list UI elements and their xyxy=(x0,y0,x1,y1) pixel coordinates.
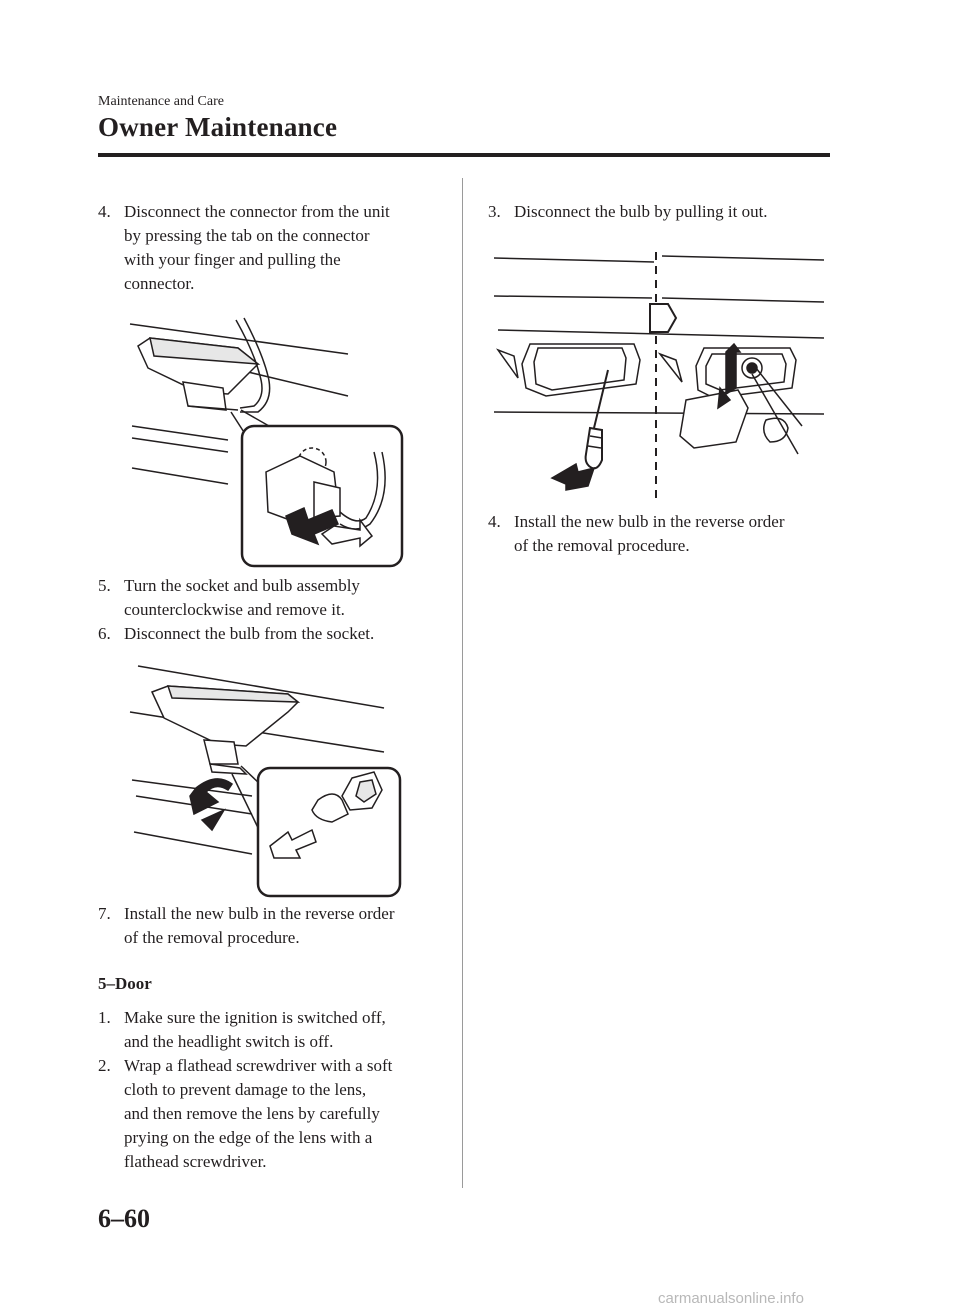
step-6-disconnect-bulb xyxy=(98,622,448,646)
step-number: 2. xyxy=(98,1056,111,1075)
page-number: 6–60 xyxy=(98,1204,150,1233)
step-number: 5. xyxy=(98,576,111,595)
step-number: 4. xyxy=(488,512,501,531)
step-line: counterclockwise and remove it. xyxy=(124,600,345,619)
step-line: and then remove the lens by carefully xyxy=(124,1104,380,1123)
step-line: by pressing the tab on the connector xyxy=(124,226,370,245)
step-line: of the removal procedure. xyxy=(124,928,300,947)
step-line: with your finger and pulling the xyxy=(124,250,341,269)
step-7-install-bulb xyxy=(98,902,448,950)
step-number: 4. xyxy=(98,202,111,221)
door-step-2 xyxy=(98,1054,448,1174)
step-line: Install the new bulb in the reverse order xyxy=(124,904,395,923)
step-number: 3. xyxy=(488,202,501,221)
step-4-disconnect-connector xyxy=(98,200,448,296)
right-step-4-install-bulb xyxy=(488,510,838,558)
step-line: Wrap a flathead screwdriver with a soft xyxy=(124,1056,393,1075)
socket-rotation-illustration xyxy=(128,660,408,900)
step-line: flathead screwdriver. xyxy=(124,1152,267,1171)
step-line: and the headlight switch is off. xyxy=(124,1032,334,1051)
door-heading: 5–Door xyxy=(98,974,152,993)
step-line: Make sure the ignition is switched off, xyxy=(124,1008,386,1027)
step-line: Turn the socket and bulb assembly xyxy=(124,576,360,595)
step-line: prying on the edge of the lens with a xyxy=(124,1128,373,1147)
step-number: 1. xyxy=(98,1008,111,1027)
door-step-1 xyxy=(98,1006,448,1054)
step-line: Disconnect the bulb by pulling it out. xyxy=(514,202,768,221)
step-number: 6. xyxy=(98,624,111,643)
step-number: 7. xyxy=(98,904,111,923)
step-line: Disconnect the bulb from the socket. xyxy=(124,624,375,643)
step-line: Disconnect the connector from the unit xyxy=(124,202,390,221)
step-line: connector. xyxy=(124,274,195,293)
connector-removal-illustration xyxy=(128,312,408,572)
step-line: of the removal procedure. xyxy=(514,536,690,555)
title-rule xyxy=(98,153,830,157)
column-divider xyxy=(462,178,463,1188)
step-line: cloth to prevent damage to the lens, xyxy=(124,1080,367,1099)
lens-and-bulb-removal-illustration xyxy=(490,248,830,504)
step-line: Install the new bulb in the reverse order xyxy=(514,512,785,531)
page-title: Owner Maintenance xyxy=(98,112,338,142)
watermark: carmanualsonline.info xyxy=(658,1290,804,1307)
step-5-turn-socket xyxy=(98,574,448,622)
section-label: Maintenance and Care xyxy=(98,94,224,109)
right-step-3-pull-bulb xyxy=(488,200,838,224)
